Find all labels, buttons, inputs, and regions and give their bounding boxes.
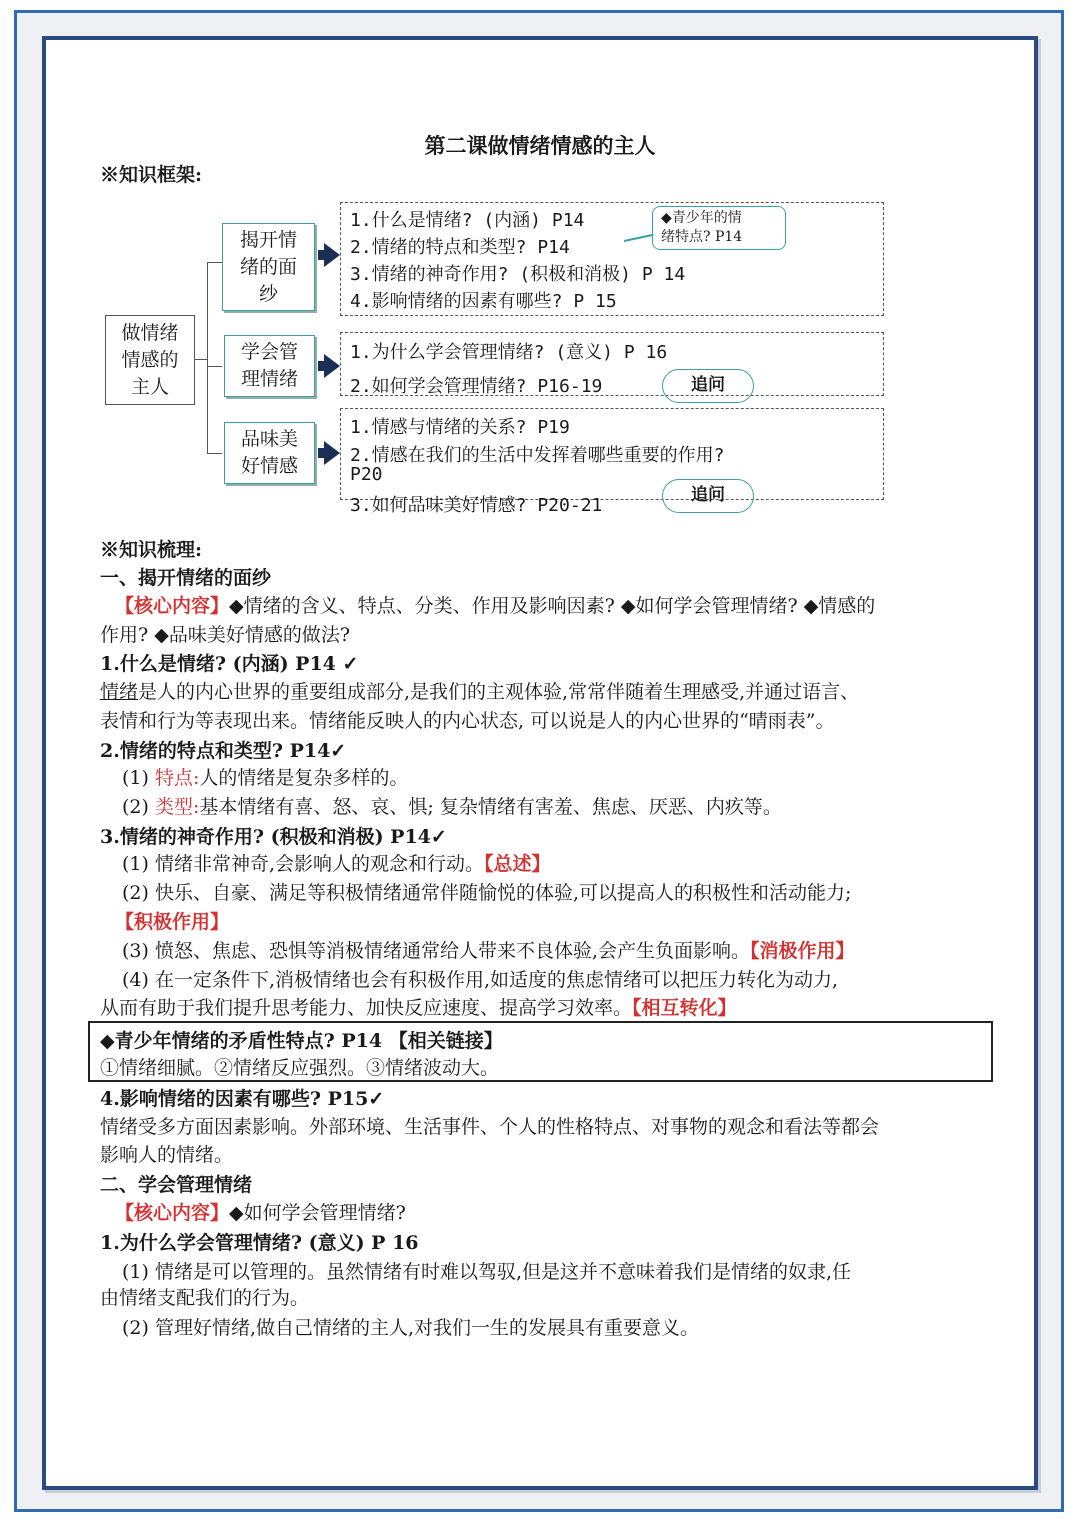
answer-3-3: (3) 愤怒、焦虑、恐惧等消极情绪通常给人带来不良体验,会产生负面影响。【消极作用】	[122, 940, 855, 962]
answer-2b: (2) 类型:基本情绪有喜、怒、哀、惧; 复杂情绪有害羞、焦虑、厌恶、内疚等。	[122, 796, 782, 818]
callout-bubble: ◆青少年的情 绪特点? P14	[652, 206, 786, 250]
diagram-item: P20	[350, 464, 383, 485]
core-tag: 【核心内容】	[115, 595, 230, 617]
diagram-item: 3.情绪的神奇作用? (积极和消极) P 14	[350, 264, 686, 285]
page-title: 第二课做情绪情感的主人	[424, 133, 656, 158]
diagram-item: 1.什么是情绪? (内涵) P14	[350, 210, 585, 231]
branch-node-feeling: 品味美 好情感	[224, 422, 315, 484]
answer-s2-2: (2) 管理好情绪,做自己情绪的主人,对我们一生的发展具有重要意义。	[122, 1317, 700, 1339]
question-3: 3.情绪的神奇作用? (积极和消极) P14✓	[100, 826, 447, 848]
answer-4: 情绪受多方面因素影响。外部环境、生活事件、个人的性格特点、对事物的观念和看法等都会	[100, 1116, 880, 1138]
answer-3-4: (4) 在一定条件下,消极情绪也会有积极作用,如适度的焦虑情绪可以把压力转化为动力,	[122, 969, 839, 991]
arrow-right-icon	[324, 243, 340, 267]
answer-3-1: (1) 情绪非常神奇,会影响人的观念和行动。【总述】	[122, 853, 551, 875]
section2-heading: 二、学会管理情绪	[100, 1174, 253, 1196]
diagram-item: 1.为什么学会管理情绪? (意义) P 16	[350, 342, 668, 363]
section1-heading: 一、揭开情绪的面纱	[100, 567, 272, 589]
related-link-text: ①情绪细腻。②情绪反应强烈。③情绪波动大。	[100, 1057, 500, 1079]
answer-3-2-tag: 【积极作用】	[115, 911, 230, 933]
core-content-line2: 作用? ◆品味美好情感的做法?	[100, 624, 351, 646]
follow-up-cloud: 追问	[662, 479, 754, 513]
core-content-line: 【核心内容】◆情绪的含义、特点、分类、作用及影响因素? ◆如何学会管理情绪? ◆情感的	[115, 595, 876, 617]
arrow-right-icon	[324, 354, 340, 378]
diagram-item: 2.情感在我们的生活中发挥着哪些重要的作用?	[350, 445, 725, 466]
question-s2-1: 1.为什么学会管理情绪? (意义) P 16	[100, 1232, 419, 1254]
branch-node-emotion: 揭开情 绪的面 纱	[222, 223, 315, 311]
answer-1-line2: 表情和行为等表现出来。情绪能反映人的内心状态, 可以说是人的内心世界的“晴雨表”。	[100, 710, 835, 732]
question-2: 2.情绪的特点和类型? P14✓	[100, 740, 347, 762]
diagram-item: 2.如何学会管理情绪? P16-19	[350, 376, 603, 397]
answer-4-line2: 影响人的情绪。	[100, 1144, 234, 1166]
core-content-line-s2: 【核心内容】◆如何学会管理情绪?	[115, 1202, 406, 1224]
root-node: 做情绪 情感的 主人	[105, 315, 195, 405]
diagram-item: 2.情绪的特点和类型? P14	[350, 237, 570, 258]
branch-node-manage: 学会管 理情绪	[224, 335, 315, 397]
diagram-item: 3.如何品味美好情感? P20-21	[350, 495, 603, 516]
question-1: 1.什么是情绪? (内涵) P14 ✓	[100, 653, 359, 675]
diagram-item: 4.影响情绪的因素有哪些? P 15	[350, 291, 617, 312]
arrow-right-icon	[324, 441, 340, 465]
answer-3-4b: 从而有助于我们提升思考能力、加快反应速度、提高学习效率。【相互转化】	[100, 997, 737, 1019]
framework-heading: ※知识框架:	[100, 164, 203, 186]
related-link-title: ◆青少年情绪的矛盾性特点? P14 【相关链接】	[100, 1030, 503, 1052]
review-heading: ※知识梳理:	[100, 539, 203, 561]
answer-3-2: (2) 快乐、自豪、满足等积极情绪通常伴随愉悦的体验,可以提高人的积极性和活动能力;	[122, 882, 852, 904]
follow-up-cloud: 追问	[662, 369, 754, 403]
answer-1: 情绪是人的内心世界的重要组成部分,是我们的主观体验,常常伴随着生理感受,并通过语言、	[100, 681, 860, 703]
answer-s2-1: (1) 情绪是可以管理的。虽然情绪有时难以驾驭,但是这并不意味着我们是情绪的奴隶,任	[122, 1261, 852, 1283]
answer-2a: (1) 特点:人的情绪是复杂多样的。	[122, 767, 409, 789]
blank-patch	[480, 1436, 1020, 1476]
question-4: 4.影响情绪的因素有哪些? P15✓	[100, 1088, 385, 1110]
diagram-item: 1.情感与情绪的关系? P19	[350, 417, 570, 438]
answer-s2-1b: 由情绪支配我们的行为。	[100, 1287, 310, 1309]
